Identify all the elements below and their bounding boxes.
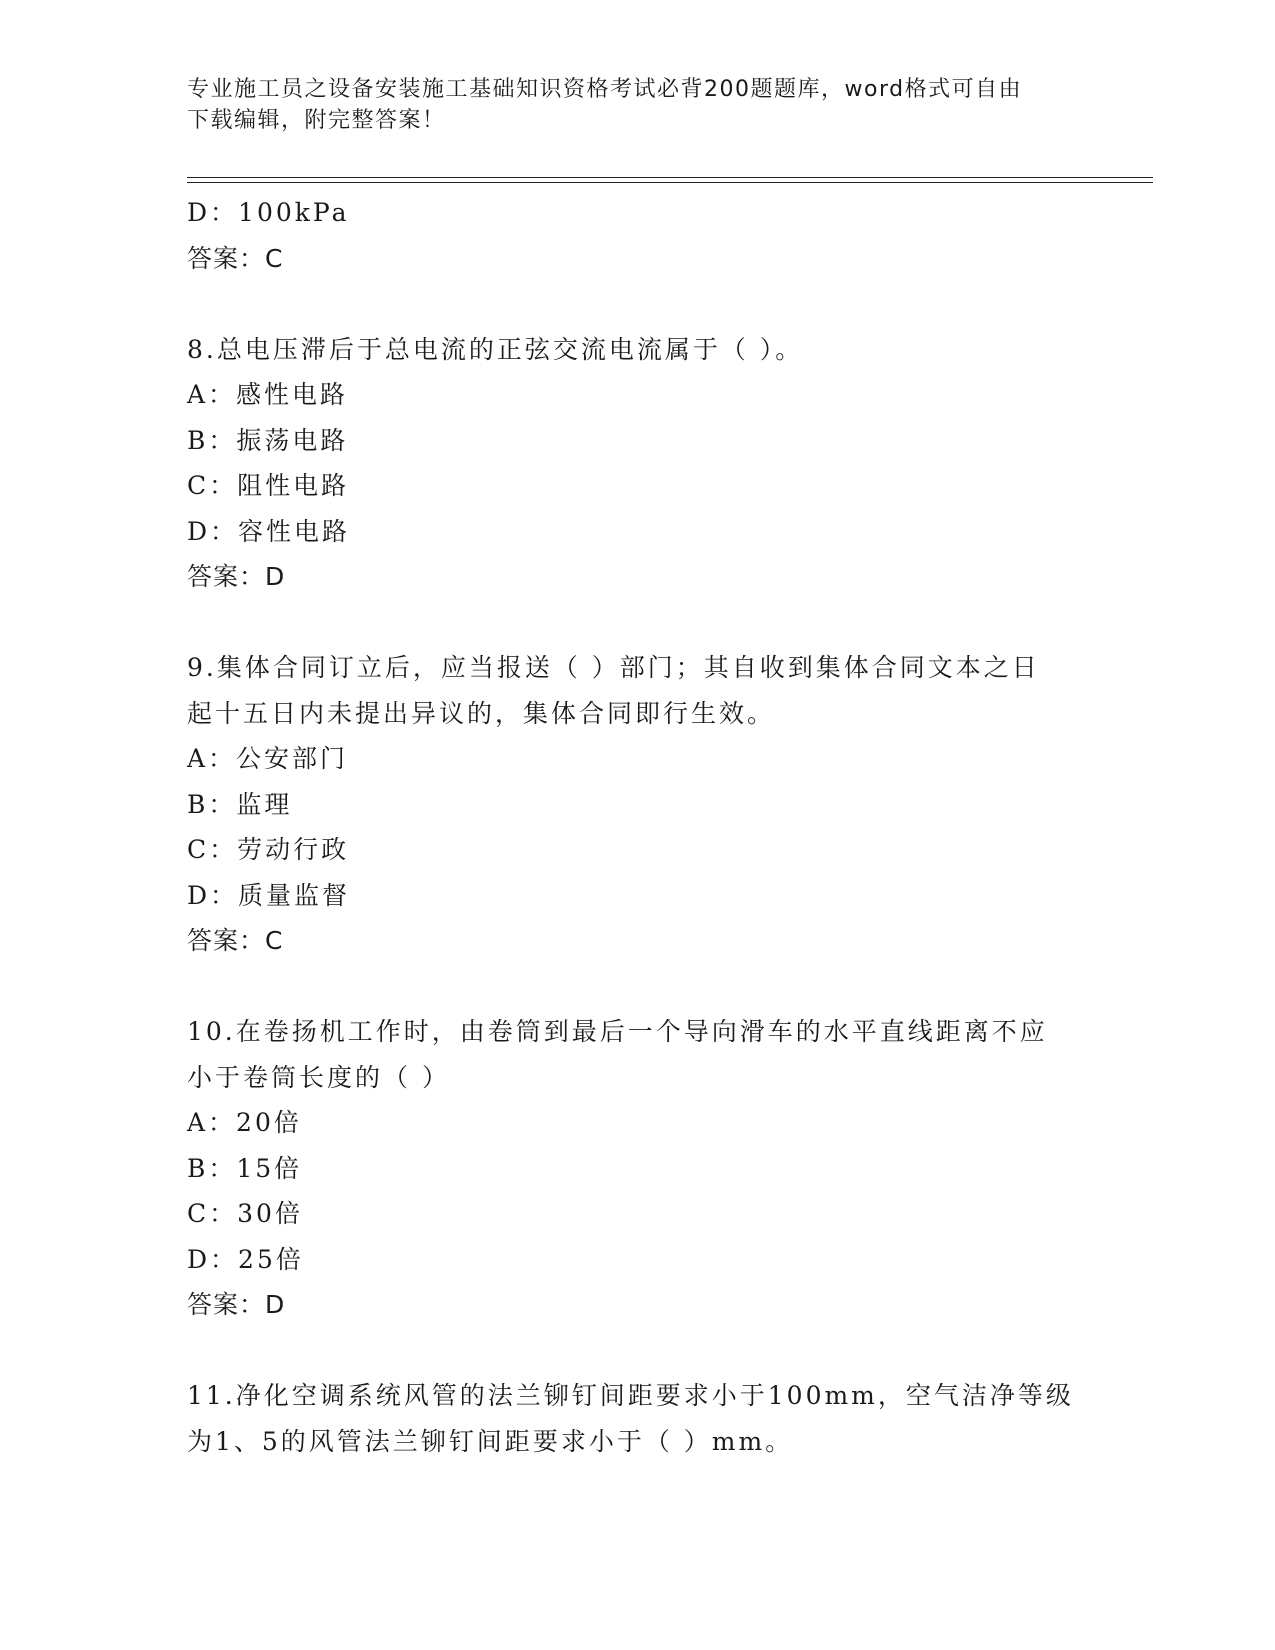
option-d: D：25倍 <box>187 1244 304 1274</box>
option-a: A：公安部门 <box>187 744 349 773</box>
spacer <box>187 281 1067 327</box>
header-divider-bottom <box>187 182 1153 183</box>
spacer <box>187 964 1067 1010</box>
option-b: B：振荡电路 <box>187 425 349 455</box>
option-c: C：阻性电路 <box>187 471 350 500</box>
question-8 <box>187 327 1067 600</box>
previous-question-tail <box>187 190 1067 281</box>
document-header <box>187 74 1067 136</box>
question-stem-line-1: 11.净化空调系统风管的法兰铆钉间距要求小于100mm，空气洁净等级 <box>187 1381 1074 1410</box>
question-stem-line-1: 10.在卷扬机工作时，由卷筒到最后一个导向滑车的水平直线距离不应 <box>187 1017 1048 1046</box>
question-stem-line-2: 小于卷筒长度的（ ） <box>187 1062 450 1092</box>
option-d: D：100kPa <box>187 198 350 227</box>
answer-line: 答案：C <box>187 243 284 273</box>
option-b: B：15倍 <box>187 1153 303 1183</box>
header-divider-top <box>187 177 1153 178</box>
question-list <box>187 190 1074 1464</box>
question-9 <box>187 645 1067 964</box>
spacer <box>187 600 1067 646</box>
answer-line: 答案：D <box>187 562 286 591</box>
question-stem-line-2: 为1、5的风管法兰铆钉间距要求小于（ ）mm。 <box>187 1426 794 1456</box>
option-d: D：容性电路 <box>187 516 351 546</box>
option-a: A：20倍 <box>187 1108 302 1137</box>
option-b: B：监理 <box>187 789 293 819</box>
option-c: C：30倍 <box>187 1199 303 1228</box>
question-stem-line-1: 9.集体合同订立后，应当报送（ ）部门；其自收到集体合同文本之日 <box>187 653 1040 682</box>
header-line-1: 专业施工员之设备安装施工基础知识资格考试必背200题题库，word格式可自由 <box>187 77 1023 102</box>
question-10 <box>187 1009 1067 1328</box>
header-line-2: 下载编辑，附完整答案！ <box>187 108 446 133</box>
question-stem-line-2: 起十五日内未提出异议的，集体合同即行生效。 <box>187 698 776 728</box>
option-d: D：质量监督 <box>187 880 351 910</box>
option-a: A：感性电路 <box>187 380 349 409</box>
answer-line: 答案：C <box>187 926 284 955</box>
answer-line: 答案：D <box>187 1290 286 1319</box>
spacer <box>187 1328 1067 1374</box>
question-11 <box>187 1373 1074 1464</box>
option-c: C：劳动行政 <box>187 835 350 864</box>
question-stem: 8.总电压滞后于总电流的正弦交流电流属于（ ）。 <box>187 334 804 364</box>
